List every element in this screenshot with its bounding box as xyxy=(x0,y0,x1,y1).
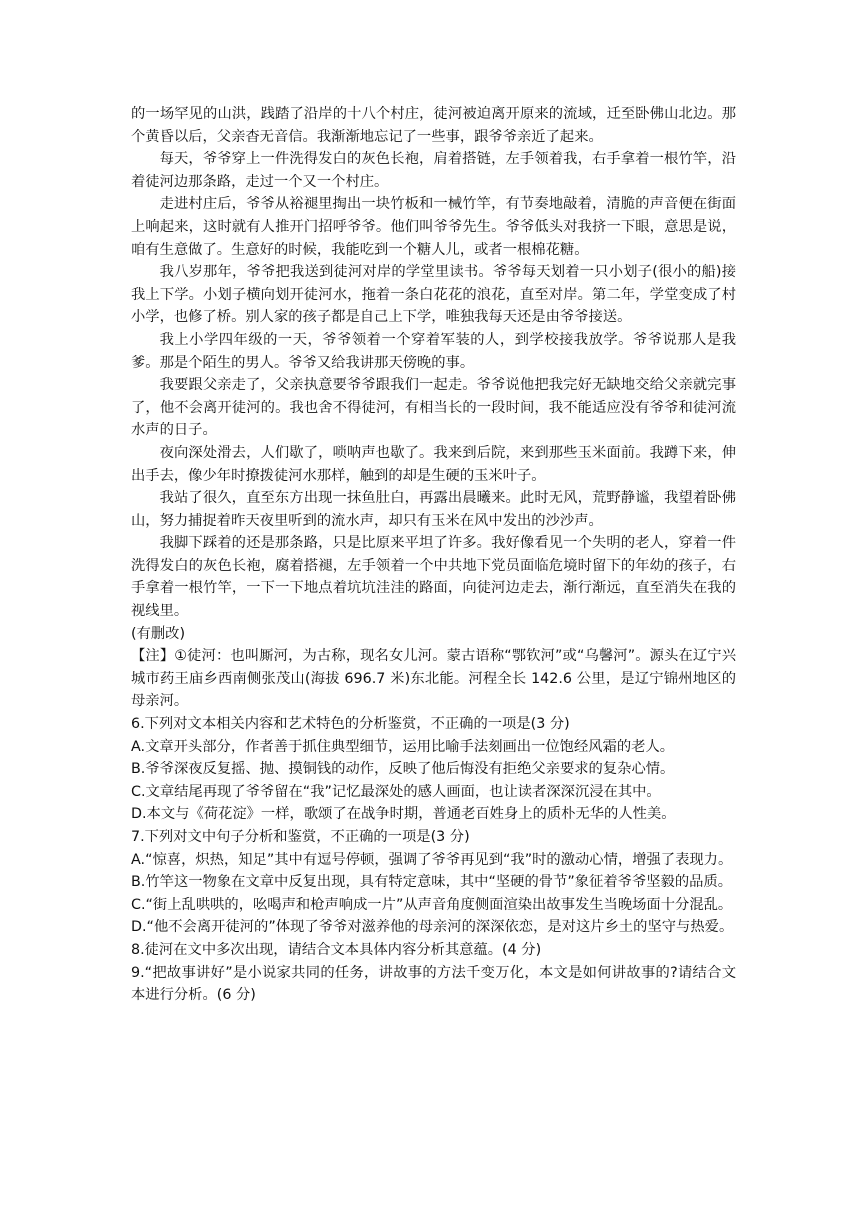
story-paragraph: 夜向深处滑去，人们歇了，唢呐声也歇了。我来到后院，来到那些玉米面前。我蹲下来，伸出手去，像少年时撩拨徒河水那样，触到的却是生硬的玉米叶子。 xyxy=(131,444,736,484)
story-paragraph: 我八岁那年，爷爷把我送到徒河对岸的学堂里读书。爷爷每天划着一只小划子(很小的船)接我上下学。小划子横向划开徒河水，拖着一条白花花的浪花，直至对岸。第二年，学堂变成了村小学，也修了桥。别人家的孩子都是自己上下学，唯独我每天还是由爷爷接送。 xyxy=(131,264,736,326)
annotation xyxy=(131,645,736,713)
document-page xyxy=(131,103,736,1007)
question-option: C.“街上乱哄哄的，吆喝声和枪声响成一片”从声音角度侧面渲染出故事发生当晚场面十分混乱。 xyxy=(131,896,733,913)
question-stem: 6.下列对文本相关内容和艺术特色的分析鉴赏，不正确的一项是(3 分) xyxy=(131,716,570,733)
question-option: D.“他不会离开徒河的”体现了爷爷对滋养他的母亲河的深深依恋，是对这片乡土的坚守与热爱。 xyxy=(131,919,734,936)
source-note: (有删改) xyxy=(131,625,186,642)
story-paragraph: 的一场罕见的山洪，践踏了沿岸的十八个村庄，徒河被迫离开原来的流域，迁至卧佛山北边。那个黄昏以后，父亲杳无音信。我渐渐地忘记了一些事，跟爷爷亲近了起来。 xyxy=(131,106,736,145)
story-body xyxy=(131,103,736,645)
annotation-key: 【注】 xyxy=(131,648,175,665)
story-paragraph: 每天，爷爷穿上一件洗得发白的灰色长袍，肩着搭链，左手领着我，右手拿着一根竹竿，沿着徒河边那条路，走过一个又一个村庄。 xyxy=(131,151,736,190)
question-stem: 8.徒河在文中多次出现，请结合文本具体内容分析其意蕴。(4 分) xyxy=(131,941,542,958)
question-option: C.文章结尾再现了爷爷留在“我”记忆最深处的感人画面，也让读者深深沉浸在其中。 xyxy=(131,783,661,800)
story-paragraph: 我上小学四年级的一天，爷爷领着一个穿着军装的人，到学校接我放学。爷爷说那人是我爹。那是个陌生的男人。爷爷又给我讲那天傍晚的事。 xyxy=(131,331,736,371)
question-option: A.“惊喜，炽热，知足”其中有逗号停顿，强调了爷爷再见到“我”时的激动心情，增强了表现力。 xyxy=(131,851,733,868)
question-stem: 7.下列对文中句子分析和鉴赏，不正确的一项是(3 分) xyxy=(131,829,470,845)
question-stem: 9.“把故事讲好”是小说家共同的任务，讲故事的方法千变万化，本文是如何讲故事的?请结合文本进行分析。(6 分) xyxy=(131,964,736,1004)
annotation-text: ①徒河：也叫厮河，为古称，现名女儿河。蒙古语称“鄂钦河”或“乌馨河”。源头在辽宁兴城市药王庙乡西南侧张茂山(海拔 696.7 米)东北能。河程全长 142.6 公里，是辽宁锦州地区的母亲河。 xyxy=(131,648,736,710)
question-list xyxy=(131,713,736,1007)
question-option: B.竹竿这一物象在文章中反复出现，具有特定意味，其中“坚硬的骨节”象征着爷爷坚毅的品质。 xyxy=(131,874,733,891)
story-paragraph: 我要跟父亲走了，父亲执意要爷爷跟我们一起走。爷爷说他把我完好无缺地交给父亲就完事了，他不会离开徒河的。我也舍不得徒河，有相当长的一段时间，我不能适应没有爷爷和徒河流水声的日子。 xyxy=(131,377,736,439)
question-option: A.文章开头部分，作者善于抓住典型细节，运用比喻手法刻画出一位饱经风霜的老人。 xyxy=(131,738,675,755)
question-option: D.本文与《荷花淀》一样，歌颂了在战争时期，普通老百姓身上的质朴无华的人性美。 xyxy=(131,806,676,823)
story-paragraph: 我脚下踩着的还是那条路，只是比原来平坦了许多。我好像看见一个失明的老人，穿着一件洗得发白的灰色长袍，腐着搭褪，左手领着一个中共地下党员面临危境时留下的年幼的孩子，右手拿着一根竹竿，一下一下地点着坑坑洼洼的路面，向徒河边走去，渐行渐远，直至消失在我的视线里。 xyxy=(131,535,736,620)
story-paragraph: 我站了很久，直至东方出现一抹鱼肚白，再露出晨曦来。此时无风，荒野静谧，我望着卧佛山，努力捕捉着昨天夜里听到的流水声，却只有玉米在风中发出的沙沙声。 xyxy=(131,490,736,529)
question-option: B.爷爷深夜反复摇、抛、摸铜钱的动作，反映了他后悔没有拒绝父亲要求的复杂心情。 xyxy=(131,761,675,778)
story-paragraph: 走进村庄后，爷爷从裕褪里掏出一块竹板和一械竹竿，有节奏地敲着，清脆的声音便在街面上响起来，这时就有人推开门招呼爷爷。他们叫爷爷先生。爷爷低头对我挤一下眼，意思是说，咱有生意做了。生意好的时候，我能吃到一个糖人儿，或者一根棉花糖。 xyxy=(131,196,736,258)
